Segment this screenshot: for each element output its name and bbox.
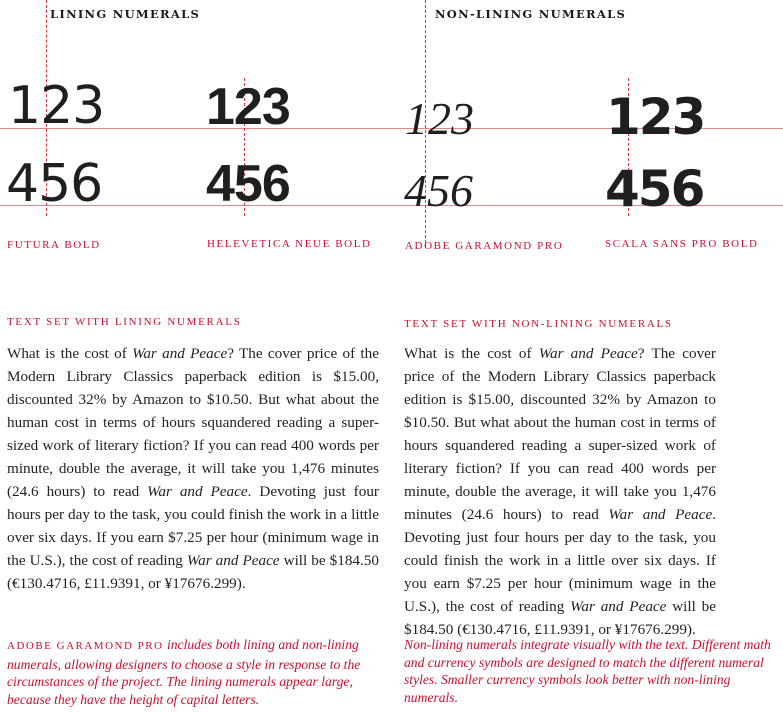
garamond-digits-top: 123 [405, 93, 474, 144]
note-lining: ADOBE GARAMOND PRO includes both lining and non-lining numerals, allowing designers to choose a style in response to the circumstances of the project. The lining numerals appear large, because they have the height of capital letters. [7, 637, 361, 707]
scala-digits-bottom: 456 [605, 160, 704, 218]
lining-text-block: What is the cost of War and Peace? The cover price of the Modern Library Classics paperback edition is $15.00, discounted 32% by Amazon to $10.50. But what about the human cost in terms of hours squandered reading a super-sized work of literary fiction? If you can read 400 words per minute, double the average, it will take you 1,476 minutes (24.6 hours) to read War and Peace. Devoting just four hours per day to the task, you could finish the work in a little over six days. If you earn $7.25 per hour (minimum wage in the U.S.), the cost of reading War and Peace will be $184.50 (€130.4716, £11.9391, or ¥17676.299). [7, 345, 379, 592]
helvetica-digits-bottom: 456 [206, 155, 290, 213]
scala-digits-top: 123 [606, 88, 705, 146]
caption-garamond: ADOBE GARAMOND PRO [405, 240, 564, 252]
heading-lining-numerals: LINING NUMERALS [50, 7, 201, 21]
non-lining-text-block: What is the cost of War and Peace? The cover price of the Modern Library Classics paperback edition is $15.00, discounted 32% by Amazon to $10.50. But what about the human cost in terms of hours squandered reading a super-sized work of literary fiction? If you can read 400 words per minute, double the average, it will take you 1,476 minutes (24.6 hours) to read War and Peace. Devoting just four hours per day to the task, you could finish the work in a little over six days. If you earn $7.25 per hour (minimum wage in the U.S.), the cost of reading War and Peace will be $184.50 (€130.4716, £11.9391, or ¥17676.299). [404, 345, 717, 638]
label-non-lining-text: TEXT SET WITH NON-LINING NUMERALS [404, 318, 673, 330]
futura-digits-bottom: 456 [6, 154, 103, 214]
caption-helvetica: HELEVETICA NEUE BOLD [207, 238, 372, 250]
heading-non-lining-numerals: NON-LINING NUMERALS [435, 7, 627, 21]
helvetica-digits-top: 123 [206, 78, 290, 136]
futura-digits-top: 123 [8, 76, 105, 136]
note-non-lining: Non-lining numerals integrate visually with the text. Different math and currency symbols are designed to match the different numeral styles. Smaller currency symbols look better with non-lining numerals. [404, 637, 771, 705]
caption-futura: FUTURA BOLD [7, 239, 101, 251]
label-lining-text: TEXT SET WITH LINING NUMERALS [7, 316, 242, 328]
caption-scala: SCALA SANS PRO BOLD [605, 238, 759, 250]
garamond-digits-bottom: 456 [404, 165, 473, 216]
